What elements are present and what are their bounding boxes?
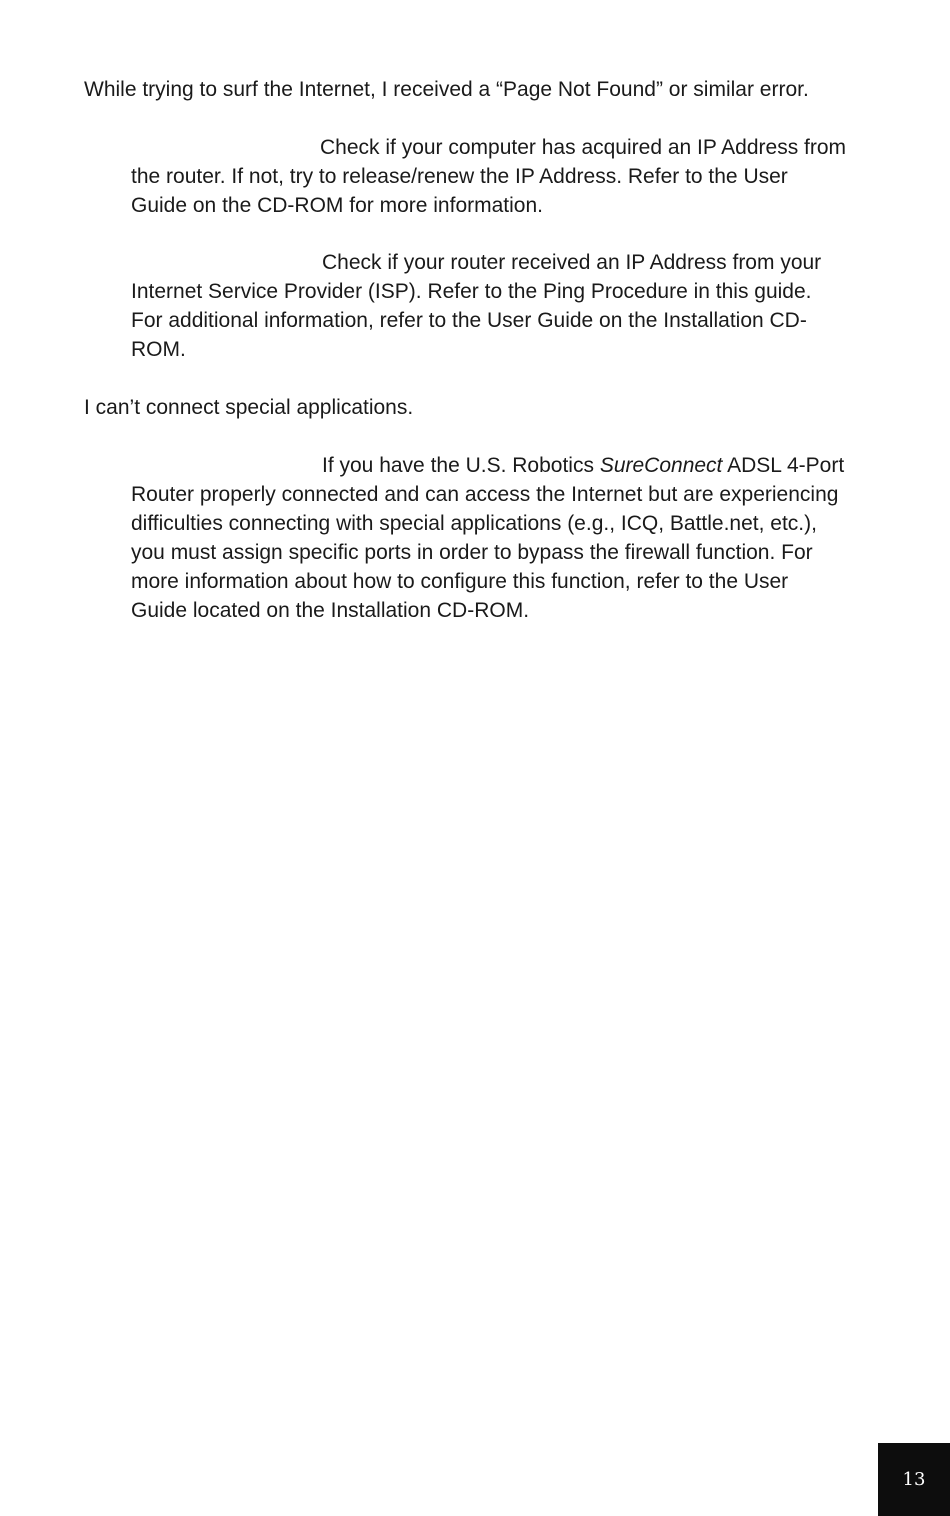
solution-1-1-line-2: the router. If not, try to release/renew the IP Address. Refer to the User [131, 165, 788, 188]
solution-1-1-line-1: Check if your computer has acquired an IP Address from [320, 136, 847, 159]
solution-1-2-line-3: For additional information, refer to the User Guide on the Installation CD- [131, 309, 807, 332]
faq-question-1: While trying to surf the Internet, I received a “Page Not Found” or similar error. [84, 78, 809, 101]
solution-1-1-line-3: Guide on the CD-ROM for more information. [131, 194, 543, 217]
solution-2-1-text-post: ADSL 4-Port [722, 454, 845, 477]
solution-2-1-text-pre: If you have the U.S. Robotics [322, 454, 600, 477]
solution-2-1-line-5: more information about how to configure this function, refer to the User [131, 570, 789, 593]
page-number-tab [878, 1443, 950, 1516]
solution-2-1-line-2: Router properly connected and can access the Internet but are experiencing [131, 483, 839, 506]
solution-1-2-line-1: Check if your router received an IP Address from your [322, 251, 822, 274]
faq-question-2: I can’t connect special applications. [84, 396, 414, 419]
solution-1-2-line-4: ROM. [131, 338, 186, 361]
solution-2-1-line-3: difficulties connecting with special applications (e.g., ICQ, Battle.net, etc.), [131, 512, 817, 535]
solution-2-1-line-6: Guide located on the Installation CD-ROM. [131, 599, 530, 622]
solution-1-2-line-2: Internet Service Provider (ISP). Refer to the Ping Procedure in this guide. [131, 280, 812, 303]
solution-2-1-line-1 [322, 451, 844, 480]
product-name-italic: SureConnect [599, 454, 723, 477]
solution-2-1-line-4: you must assign specific ports in order to bypass the firewall function. For [131, 541, 813, 564]
page-number: 13 [902, 1469, 926, 1490]
